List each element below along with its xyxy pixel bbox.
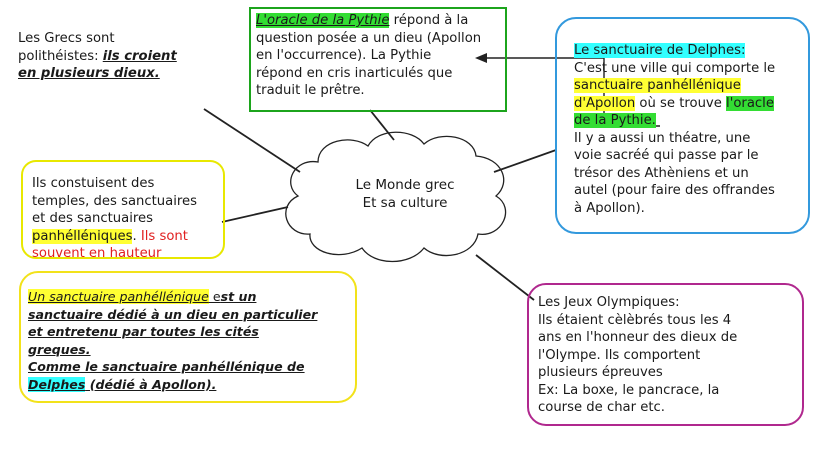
sanct-line-1a: Un sanctuaire panhéllénique — [28, 289, 209, 304]
oracle-box — [256, 12, 504, 100]
constr-line-5: souvent en hauteur — [32, 246, 162, 257]
delphes-line-3 — [574, 95, 804, 113]
delphes-line-1: C'est une ville qui comporte le — [574, 60, 776, 76]
sanct-line-1b: e — [208, 289, 221, 304]
jeux-line-7: course de char etc. — [538, 400, 665, 415]
center-line-2: Et sa culture — [362, 195, 448, 211]
constr-box — [32, 175, 222, 257]
delphes-line-8: autel (pour faire des offrandes — [574, 183, 775, 198]
grecs-line-2a: polithéistes: — [18, 48, 103, 64]
jeux-line-3: ans en l'honneur des dieux de — [538, 330, 738, 345]
jeux-line-1: Les Jeux Olympiques: — [538, 295, 680, 310]
delphes-line-5: Il y a aussi un théatre, une — [574, 130, 751, 146]
oracle-line-2: question posée a un dieu (Apollon — [256, 30, 482, 46]
constr-line-2: temples, des sanctuaires — [32, 193, 198, 209]
delphes-line-4-text: de la Pythie. — [574, 113, 656, 128]
constr-line-4a: panhélléniques — [32, 228, 133, 244]
oracle-line-1-rest: répond à la — [389, 13, 469, 28]
connector-constr — [222, 207, 288, 222]
sanct-line-6 — [28, 376, 354, 394]
sanct-line-2: sanctuaire dédié à un dieu en particulier — [28, 306, 318, 322]
delphes-title-line — [574, 42, 804, 60]
oracle-line-5: traduit le prêtre. — [256, 83, 365, 98]
sanct-line-4: greques. — [28, 341, 91, 357]
jeux-line-4: l'Olympe. Ils comportent — [538, 347, 701, 363]
delphes-line-4 — [574, 112, 804, 130]
jeux-line-6: Ex: La boxe, le pancrace, la — [538, 382, 720, 398]
grecs-line-3: en plusieurs dieux. — [18, 66, 160, 81]
sanct-line-1 — [28, 288, 354, 306]
sanct-line-6b: (dédié à Apollon). — [85, 376, 217, 392]
constr-line-1: Ils constuisent des — [32, 176, 155, 191]
delphes-line-3a: d'Apollon — [574, 95, 636, 111]
sanct-line-1c: st un — [220, 289, 257, 304]
sanct-box — [28, 288, 354, 393]
grecs-text — [18, 30, 218, 83]
sanct-line-3: et entretenu par toutes les cités — [28, 324, 259, 339]
delphes-line-3c: l'oracle — [726, 95, 774, 111]
sanct-line-6a: Delphes — [28, 376, 86, 392]
delphes-line-2 — [574, 77, 804, 95]
grecs-line-2b: ils croient — [102, 48, 177, 64]
jeux-box — [538, 294, 800, 417]
delphes-line-7: trésor des Athèniens et un — [574, 165, 749, 181]
delphes-line-9: à Apollon). — [574, 200, 645, 216]
connector-jeux — [476, 255, 534, 300]
jeux-line-5: plusieurs épreuves — [538, 365, 663, 380]
sanct-line-5: Comme le sanctuaire panhéllénique de — [28, 359, 305, 374]
delphes-line-2-text: sanctuaire panhéllénique — [574, 78, 741, 93]
constr-line-4c: Ils sont — [140, 228, 188, 244]
oracle-title: L'oracle de la Pythie — [256, 13, 390, 28]
grecs-line-2 — [18, 48, 218, 66]
oracle-line-4: répond en cris inarticulés que — [256, 65, 453, 81]
delphes-box — [574, 42, 804, 217]
delphes-title: Le sanctuaire de Delphes: — [574, 43, 746, 58]
jeux-line-2: Ils étaient cèlèbrés tous les 4 — [538, 312, 732, 328]
oracle-line-3: en l'occurrence). La Pythie — [256, 48, 432, 63]
constr-line-3: et des sanctuaires — [32, 211, 153, 226]
constr-line-4b: . — [132, 228, 141, 244]
center-line-1: Le Monde grec — [355, 177, 455, 193]
grecs-line-1: Les Grecs sont — [18, 31, 115, 46]
delphes-line-3b: où se trouve — [635, 95, 727, 111]
center-title — [330, 176, 480, 212]
oracle-line-1 — [256, 12, 504, 30]
connector-delphes — [494, 150, 556, 172]
delphes-line-6: voie sacréé qui passe par le — [574, 148, 759, 163]
constr-line-4 — [32, 228, 222, 246]
